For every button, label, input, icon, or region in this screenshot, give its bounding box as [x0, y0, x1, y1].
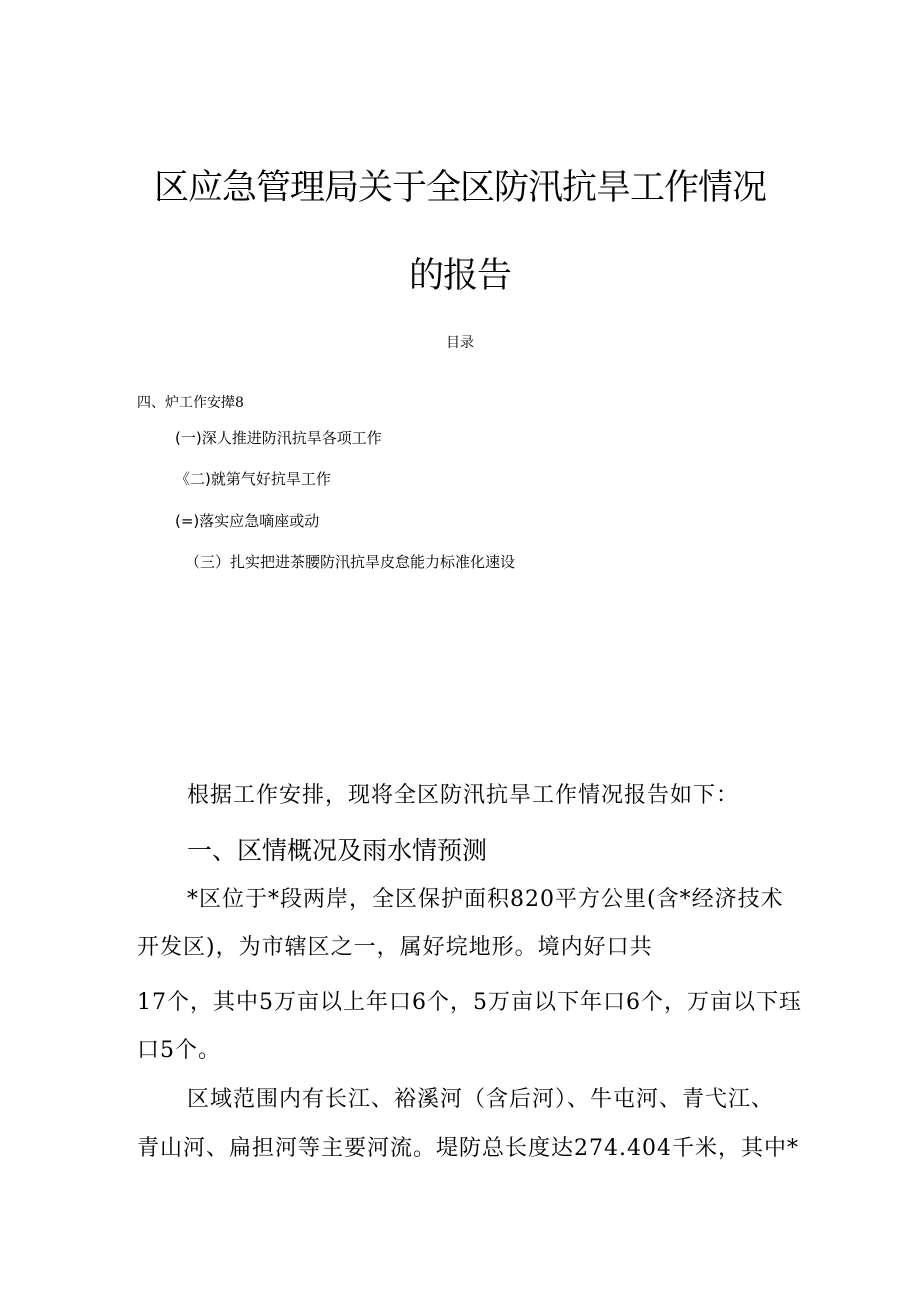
document-title-line-2: 的报告 [408, 256, 511, 296]
body-text-line: 青山河、扁担河等主要河流。堤防总长度达274.404千米，其中* [137, 1136, 799, 1161]
body-text-line: 区域范围内有长江、裕溪河（含后河）、牛屯河、青弋江、 [187, 1087, 775, 1112]
body-text-line: 口5个。 [137, 1038, 221, 1063]
intro-paragraph: 根据工作安排，现将全区防汛抗旱工作情况报告如下： [187, 783, 740, 808]
toc-heading: 目录 [446, 335, 474, 351]
toc-item: (一)深人推进防汛抗旱各项工作 [175, 429, 382, 447]
body-text-line: *区位于*段两岸，全区保护面积820平方公里(含*经济技术 [187, 887, 784, 912]
section-heading: 一、区情概况及雨水情预测 [187, 836, 488, 865]
toc-item: 四、炉工作安撵8 [137, 395, 244, 411]
toc-item: （三）扎实把进茶腰防汛抗旱皮怠能力标准化速设 [185, 553, 516, 571]
document-title-line-1: 区应急管理局关于全区防汛抗旱工作情况 [153, 168, 766, 208]
body-text-line: 17个，其中5万亩以上年口6个，5万亩以下年口6个，万亩以下珏 [137, 990, 802, 1015]
body-text-line: 开发区)，为市辖区之一，属好垸地形。境内好口共 [137, 935, 653, 960]
toc-item: (=)落实应急嘀座或动 [175, 512, 320, 530]
toc-item: 《二)就第气好抗旱工作 [175, 470, 331, 488]
